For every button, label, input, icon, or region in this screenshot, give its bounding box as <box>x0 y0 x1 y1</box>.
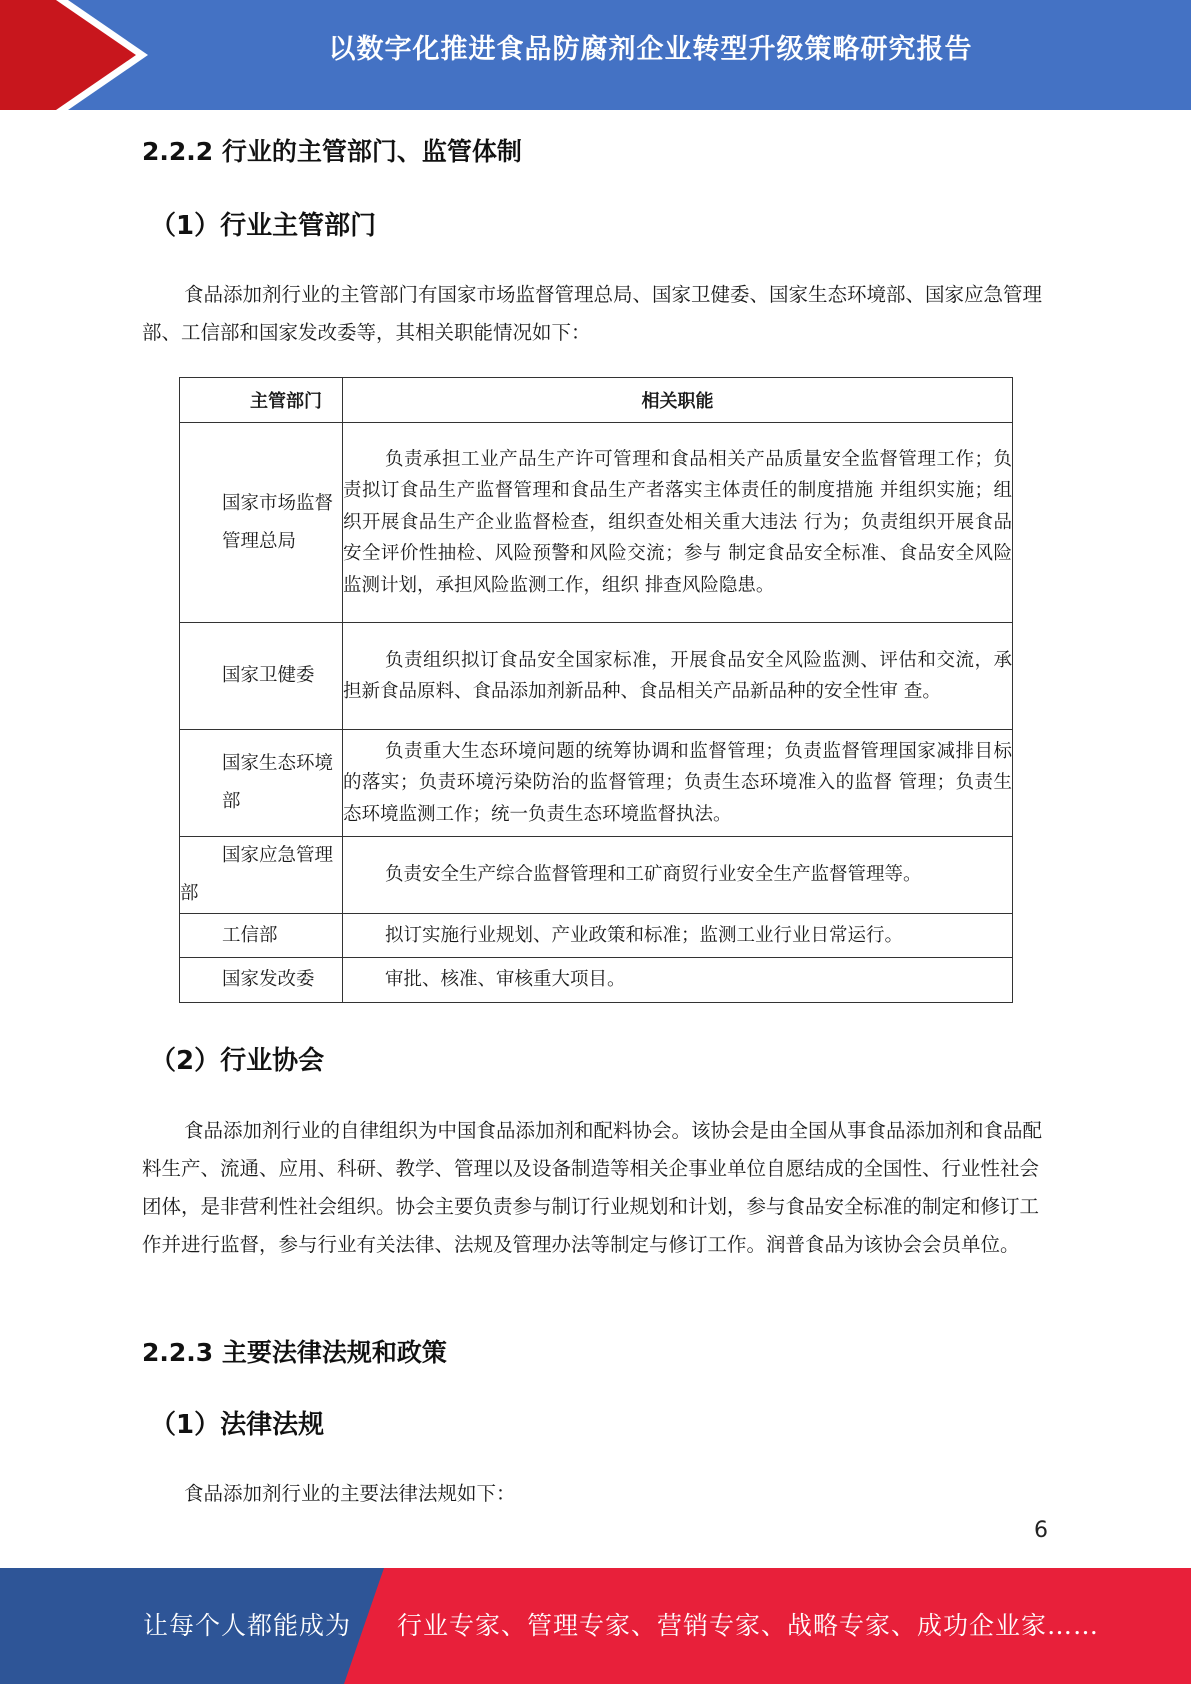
table-row <box>180 423 1013 623</box>
table-row <box>180 730 1013 837</box>
footer-slogan-right: 行业专家、管理专家、营销专家、战略专家、成功企业家…… <box>397 1611 1100 1640</box>
column-header-department: 主管部门 <box>180 378 343 423</box>
department-cell: 国家应急管理部 <box>180 837 343 914</box>
footer-slogan-left: 让每个人都能成为 <box>143 1611 352 1640</box>
subheading-laws-regulations: （1）法律法规 <box>150 1410 325 1440</box>
section-heading-2-2-2: 2.2.2 行业的主管部门、监管体制 <box>142 137 522 166</box>
report-title: 以数字化推进食品防腐剂企业转型升级策略研究报告 <box>328 34 973 65</box>
table-header-row <box>180 378 1013 423</box>
department-cell: 工信部 <box>180 914 343 958</box>
functions-cell: 拟订实施行业规划、产业政策和标准；监测工业行业日常运行。 <box>343 914 1013 958</box>
functions-cell: 审批、核准、审核重大项目。 <box>343 958 1013 1003</box>
table-row <box>180 837 1013 914</box>
page-header <box>0 0 1191 110</box>
functions-cell: 负责重大生态环境问题的统筹协调和监督管理；负责监督管理国家减排目标的落实；负责环境污染防治的监督管理；负责生态环境准入的监督 管理；负责生态环境监测工作；统一负责生态环境监督执法。 <box>343 730 1013 837</box>
functions-cell: 负责承担工业产品生产许可管理和食品相关产品质量安全监督管理工作；负责拟订食品生产监督管理和食品生产者落实主体责任的制度措施 并组织实施；组织开展食品生产企业监督检查，组织查处相关重大违法 行为；负责组织开展食品安全评价性抽检、风险预警和风险交流；参与 制定食品安全标准、食品安全风险监测计划，承担风险监测工作，组织 排查风险隐患。 <box>343 423 1013 623</box>
functions-cell: 负责安全生产综合监督管理和工矿商贸行业安全生产监督管理等。 <box>343 837 1013 914</box>
department-cell: 国家市场监督管理总局 <box>180 423 343 623</box>
paragraph-departments-intro: 食品添加剂行业的主管部门有国家市场监督管理总局、国家卫健委、国家生态环境部、国家应急管理部、工信部和国家发改委等，其相关职能情况如下： <box>142 283 1043 344</box>
page-footer <box>0 1568 1191 1684</box>
page-number: 6 <box>1034 1518 1048 1543</box>
department-cell: 国家发改委 <box>180 958 343 1003</box>
paragraph-industry-association: 食品添加剂行业的自律组织为中国食品添加剂和配料协会。该协会是由全国从事食品添加剂和食品配料生产、流通、应用、科研、教学、管理以及设备制造等相关企事业单位自愿结成的全国性、行业性社会团体，是非营利性社会组织。协会主要负责参与制订行业规划和计划，参与食品安全标准的制定和修订工作并进行监督，参与行业有关法律、法规及管理办法等制定与修订工作。润普食品为该协会会员单位。 <box>142 1119 1043 1256</box>
departments-table <box>179 377 1013 1003</box>
column-header-functions: 相关职能 <box>343 378 1013 423</box>
department-cell: 国家生态环境部 <box>180 730 343 837</box>
section-heading-2-2-3: 2.2.3 主要法律法规和政策 <box>142 1338 447 1367</box>
subheading-industry-association: （2）行业协会 <box>150 1046 325 1076</box>
table-row <box>180 914 1013 958</box>
table-row <box>180 623 1013 730</box>
functions-cell: 负责组织拟订食品安全国家标准，开展食品安全风险监测、评估和交流，承担新食品原料、食品添加剂新品种、食品相关产品新品种的安全性审 查。 <box>343 623 1013 730</box>
table-row <box>180 958 1013 1003</box>
subheading-competent-departments: （1）行业主管部门 <box>150 211 377 241</box>
paragraph-laws-intro: 食品添加剂行业的主要法律法规如下： <box>184 1482 516 1505</box>
department-cell: 国家卫健委 <box>180 623 343 730</box>
